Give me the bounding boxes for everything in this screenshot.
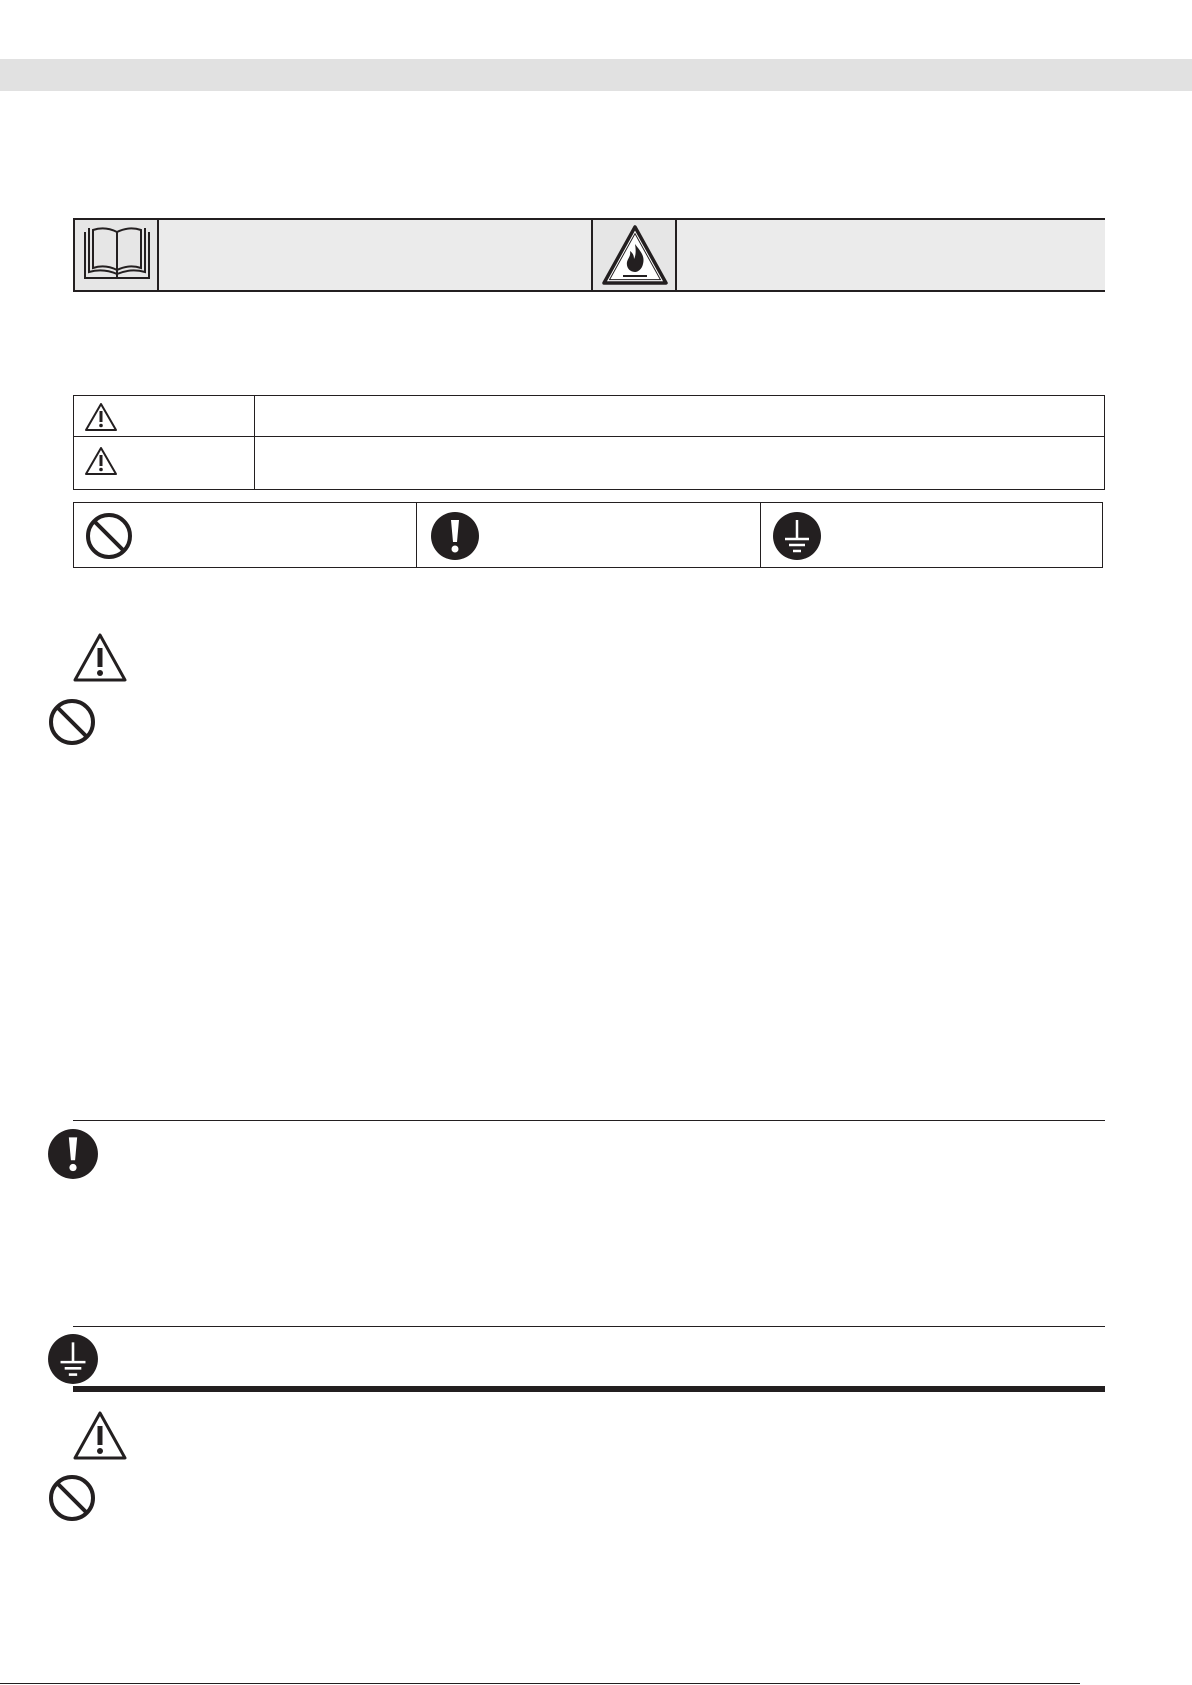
manual-icon-cell — [75, 220, 159, 290]
mandatory-action-icon — [47, 1128, 99, 1180]
flammable-text-cell — [677, 220, 1105, 290]
mandatory-action-icon — [430, 511, 480, 561]
caution-triangle-icon — [84, 446, 118, 476]
prohibition-icon — [47, 1473, 97, 1523]
section-divider — [73, 1326, 1105, 1327]
manual-text-cell — [159, 220, 591, 290]
prohibition-icon — [84, 511, 134, 561]
page-bottom-rule — [0, 1683, 1080, 1684]
manual-icon — [81, 226, 153, 284]
flammable-icon-cell — [593, 220, 677, 290]
hazard-level-table — [73, 395, 1105, 490]
section-divider — [73, 1120, 1105, 1121]
warning-triangle-icon — [72, 1410, 128, 1462]
flammable-warning-icon — [601, 224, 669, 286]
warning-triangle-icon — [72, 632, 128, 684]
section-rule-thick — [73, 1386, 1105, 1392]
header-band — [0, 59, 1192, 91]
symbol-notice-table — [73, 218, 1105, 292]
earth-ground-icon — [772, 511, 822, 561]
earth-ground-icon — [47, 1333, 99, 1385]
symbol-legend-table — [73, 502, 1103, 568]
prohibition-icon — [47, 697, 97, 747]
warning-triangle-icon — [84, 402, 118, 432]
